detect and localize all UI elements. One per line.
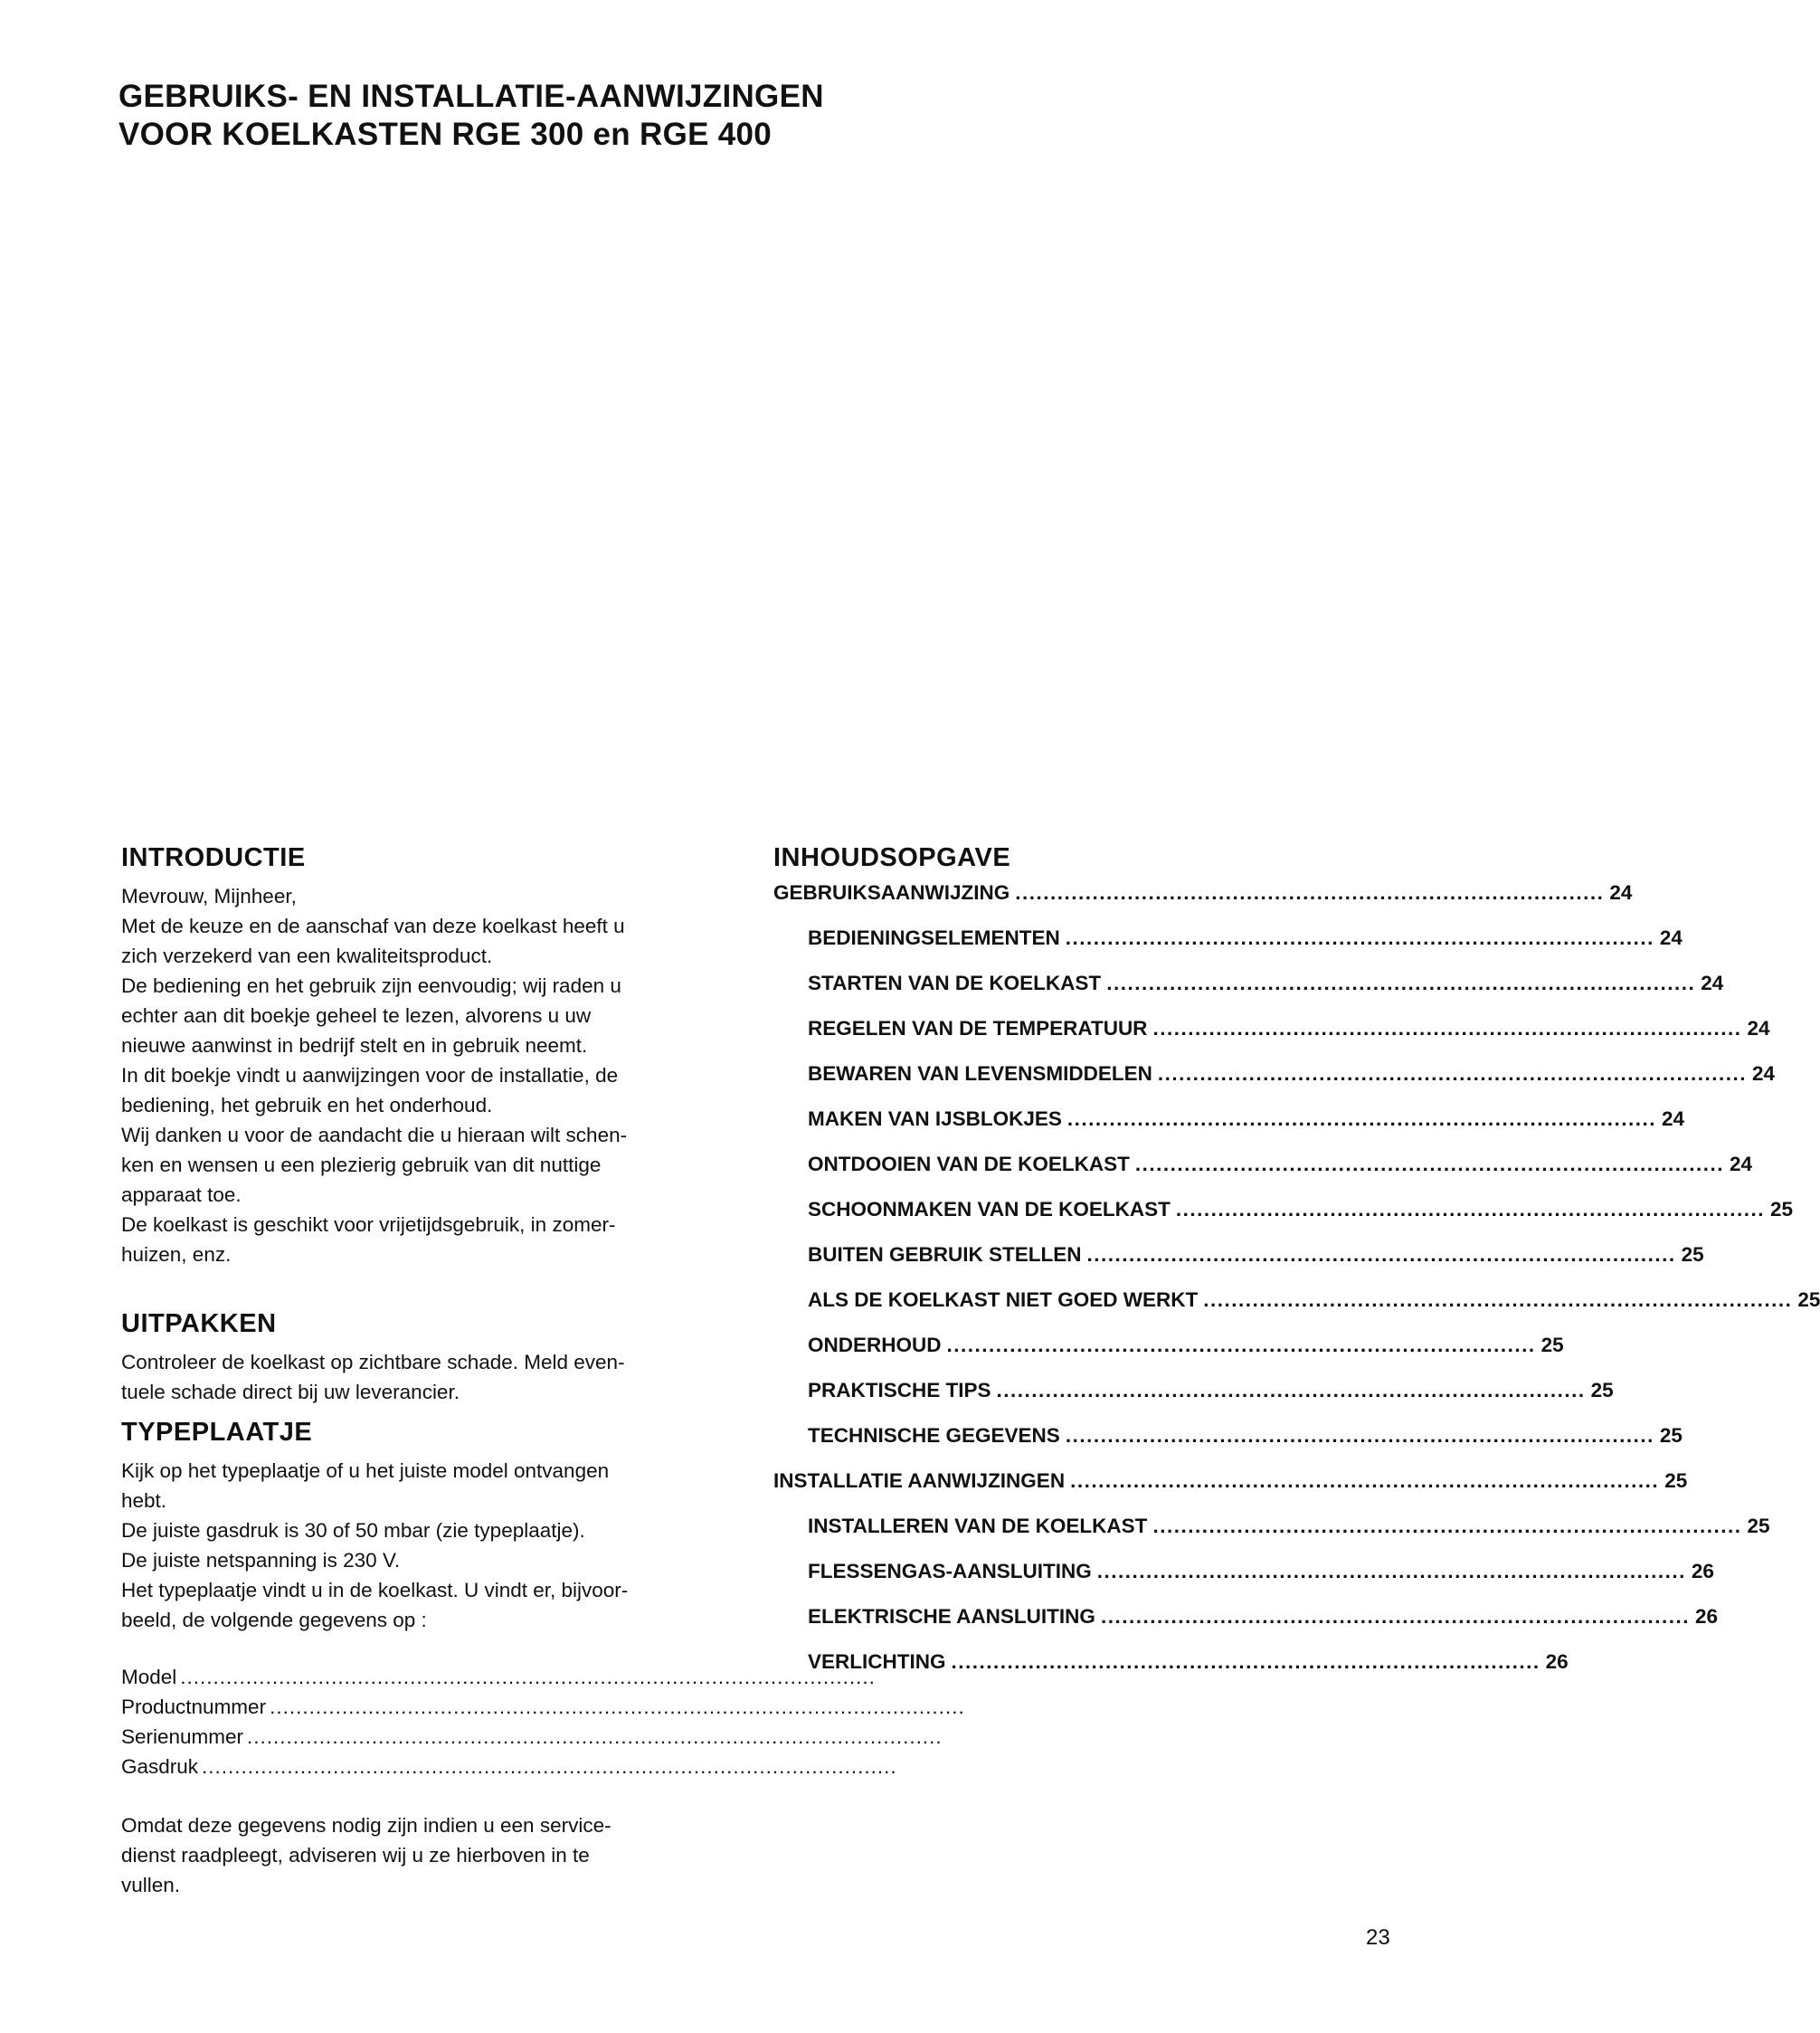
field-label: Productnummer [121, 1696, 267, 1718]
toc-leader-dots: .................................................................................... [996, 1379, 1586, 1401]
toc-entry[interactable] [773, 1232, 1704, 1278]
toc-entry-title: INSTALLATIE AANWIJZINGEN [773, 1469, 1066, 1492]
toc-page-number: 26 [1691, 1560, 1714, 1582]
field-gasdruk[interactable] [121, 1752, 897, 1781]
toc-page-number: 24 [1751, 1062, 1776, 1085]
toc-page-number: 25 [1590, 1379, 1614, 1401]
field-serienummer[interactable] [121, 1722, 943, 1752]
toc-leader-dots: .................................................................................... [1152, 1515, 1742, 1537]
toc-entry[interactable] [773, 916, 1683, 961]
paragraph-line: bediening, het gebruik en het onderhoud. [121, 1094, 493, 1116]
toc-entry-title: GEBRUIKSAANWIJZING [773, 881, 1010, 904]
toc-leader-dots: .................................................................................... [946, 1334, 1536, 1356]
toc-entry[interactable] [773, 1594, 1719, 1639]
toc-page-number: 25 [1797, 1288, 1820, 1311]
toc-entry-title: STARTEN VAN DE KOELKAST [808, 972, 1102, 994]
paragraph-line: De juiste gasdruk is 30 of 50 mbar (zie typeplaatje). [121, 1519, 585, 1542]
toc-leader-dots: .................................................................................... [1203, 1288, 1793, 1311]
paragraph-line: In dit boekje vindt u aanwijzingen voor de installatie, de [121, 1064, 619, 1087]
paragraph-line: beeld, de volgende gegevens op : [121, 1609, 427, 1631]
toc-leader-dots: .................................................................................... [1106, 972, 1696, 994]
paragraph-line: nieuwe aanwinst in bedrijf stelt en in gebruik neemt. [121, 1034, 588, 1057]
introductie-section [121, 841, 718, 1269]
paragraph-line: Mevrouw, Mijnheer, [121, 885, 297, 907]
toc-entry-title: ELEKTRISCHE AANSLUITING [808, 1605, 1095, 1628]
toc-entry-title: INSTALLEREN VAN DE KOELKAST [808, 1515, 1148, 1537]
field-label: Gasdruk [121, 1755, 199, 1778]
toc-entry[interactable] [773, 1187, 1793, 1232]
fill-dots: .......................................................................................................... [270, 1696, 965, 1718]
typeplaatje-heading: TYPEPLAATJE [121, 1418, 313, 1447]
toc-entry-title: TECHNISCHE GEGEVENS [808, 1424, 1060, 1447]
toc-entry[interactable] [773, 1458, 1688, 1504]
toc-leader-dots: .................................................................................... [1100, 1605, 1691, 1628]
toc-leader-dots: .................................................................................... [951, 1650, 1540, 1673]
toc-leader-dots: .................................................................................... [1086, 1243, 1676, 1266]
toc-leader-dots: .................................................................................... [1152, 1017, 1742, 1040]
toc-page-number: 25 [1681, 1243, 1704, 1266]
paragraph-line: De juiste netspanning is 230 V. [121, 1549, 401, 1572]
toc-entry-title: ONTDOOIEN VAN DE KOELKAST [808, 1153, 1130, 1175]
typeplaatje-closing [121, 1810, 718, 1900]
toc-entry-title: PRAKTISCHE TIPS [808, 1379, 991, 1401]
paragraph-line: ken en wensen u een plezierig gebruik van dit nuttige [121, 1154, 602, 1176]
fill-dots: .......................................................................................................... [202, 1755, 897, 1778]
toc-page-number: 26 [1545, 1650, 1569, 1673]
toc-entry[interactable] [773, 1413, 1683, 1458]
toc-page-number: 26 [1695, 1605, 1719, 1628]
paragraph-line: Kijk op het typeplaatje of u het juiste model ontvangen [121, 1459, 610, 1482]
toc-leader-dots: .................................................................................... [1157, 1062, 1747, 1085]
toc-leader-dots: .................................................................................... [1015, 881, 1605, 904]
paragraph-line: tuele schade direct bij uw leverancier. [121, 1381, 460, 1403]
paragraph-line: vullen. [121, 1874, 181, 1896]
toc-entry-title: VERLICHTING [808, 1650, 946, 1673]
toc-entry[interactable] [773, 1006, 1770, 1051]
paragraph-line: Wij danken u voor de aandacht die u hieraan wilt schen- [121, 1124, 628, 1146]
toc-entry-title: MAKEN VAN IJSBLOKJES [808, 1107, 1062, 1130]
title-line-1: GEBRUIKS- EN INSTALLATIE-AANWIJZINGEN [118, 79, 824, 114]
toc-entry-title: REGELEN VAN DE TEMPERATUUR [808, 1017, 1148, 1040]
toc-entry-title: BUITEN GEBRUIK STELLEN [808, 1243, 1082, 1266]
toc-entry[interactable] [773, 961, 1724, 1006]
toc-leader-dots: .................................................................................... [1096, 1560, 1686, 1582]
paragraph-line: zich verzekerd van een kwaliteitsproduct. [121, 945, 493, 967]
uitpakken-heading: UITPAKKEN [121, 1309, 277, 1338]
field-label: Serienummer [121, 1725, 244, 1748]
toc-page-number: 25 [1659, 1424, 1683, 1447]
paragraph-line: huizen, enz. [121, 1243, 232, 1266]
toc-entry-title: SCHOONMAKEN VAN DE KOELKAST [808, 1198, 1171, 1221]
toc-entry[interactable] [773, 1097, 1685, 1142]
toc-page-number: 25 [1747, 1515, 1770, 1537]
field-label: Model [121, 1666, 177, 1688]
toc-page-number: 25 [1664, 1469, 1688, 1492]
toc-page-number: 24 [1729, 1153, 1752, 1175]
toc-entry[interactable] [773, 1504, 1770, 1549]
toc-entry[interactable] [773, 1639, 1569, 1685]
introductie-text [121, 881, 718, 1269]
paragraph-line: Met de keuze en de aanschaf van deze koelkast heeft u [121, 915, 625, 937]
table-of-contents [773, 870, 1820, 1685]
toc-page-number: 24 [1662, 1107, 1685, 1130]
toc-entry[interactable] [773, 1549, 1714, 1594]
toc-leader-dots: .................................................................................... [1175, 1198, 1765, 1221]
toc-page-number: 24 [1659, 926, 1683, 949]
toc-page-number: 24 [1747, 1017, 1770, 1040]
document-title [118, 78, 824, 154]
uitpakken-section [121, 1307, 718, 1407]
toc-page-number: 25 [1769, 1198, 1793, 1221]
paragraph-line: apparaat toe. [121, 1183, 242, 1206]
toc-leader-dots: .................................................................................... [1065, 1424, 1654, 1447]
toc-entry[interactable] [773, 870, 1633, 916]
toc-entry-title: BEWAREN VAN LEVENSMIDDELEN [808, 1062, 1152, 1085]
introductie-heading: INTRODUCTIE [121, 843, 306, 872]
paragraph-line: Het typeplaatje vindt u in de koelkast. U vindt er, bijvoor- [121, 1579, 629, 1601]
toc-entry[interactable] [773, 1368, 1614, 1413]
toc-entry-title: BEDIENINGSELEMENTEN [808, 926, 1060, 949]
toc-entry-title: ONDERHOUD [808, 1334, 942, 1356]
inhoudsopgave-heading: INHOUDSOPGAVE [773, 843, 1011, 872]
right-column [773, 841, 1820, 1685]
fill-dots: .......................................................................................................... [247, 1725, 943, 1748]
toc-entry[interactable] [773, 1142, 1752, 1187]
toc-leader-dots: .................................................................................... [1065, 926, 1654, 949]
paragraph-line: Omdat deze gegevens nodig zijn indien u een service- [121, 1814, 611, 1837]
fill-dots: .......................................................................................................... [180, 1666, 876, 1688]
paragraph-line: echter aan dit boekje geheel te lezen, alvorens u uw [121, 1004, 592, 1027]
typeplaatje-fields [121, 1662, 965, 1781]
field-model[interactable] [121, 1662, 876, 1692]
title-line-2: VOOR KOELKASTEN RGE 300 en RGE 400 [118, 117, 773, 152]
field-productnummer[interactable] [121, 1692, 965, 1722]
paragraph-line: hebt. [121, 1489, 167, 1512]
toc-leader-dots: .................................................................................... [1070, 1469, 1660, 1492]
toc-leader-dots: .................................................................................... [1066, 1107, 1656, 1130]
paragraph-line: De bediening en het gebruik zijn eenvoudig; wij raden u [121, 974, 621, 997]
toc-entry[interactable] [773, 1323, 1564, 1368]
paragraph-line: dienst raadpleegt, adviseren wij u ze hierboven in te [121, 1844, 590, 1867]
toc-leader-dots: .................................................................................... [1134, 1153, 1724, 1175]
toc-page-number: 24 [1609, 881, 1633, 904]
toc-page-number: 25 [1540, 1334, 1564, 1356]
toc-page-number: 24 [1701, 972, 1724, 994]
toc-entry[interactable] [773, 1278, 1820, 1323]
page-number: 23 [1366, 1925, 1390, 1950]
toc-entry[interactable] [773, 1051, 1776, 1097]
toc-entry-title: FLESSENGAS-AANSLUITING [808, 1560, 1092, 1582]
paragraph-line: De koelkast is geschikt voor vrijetijdsgebruik, in zomer- [121, 1213, 616, 1236]
paragraph-line: Controleer de koelkast op zichtbare schade. Meld even- [121, 1351, 625, 1373]
toc-entry-title: ALS DE KOELKAST NIET GOED WERKT [808, 1288, 1199, 1311]
